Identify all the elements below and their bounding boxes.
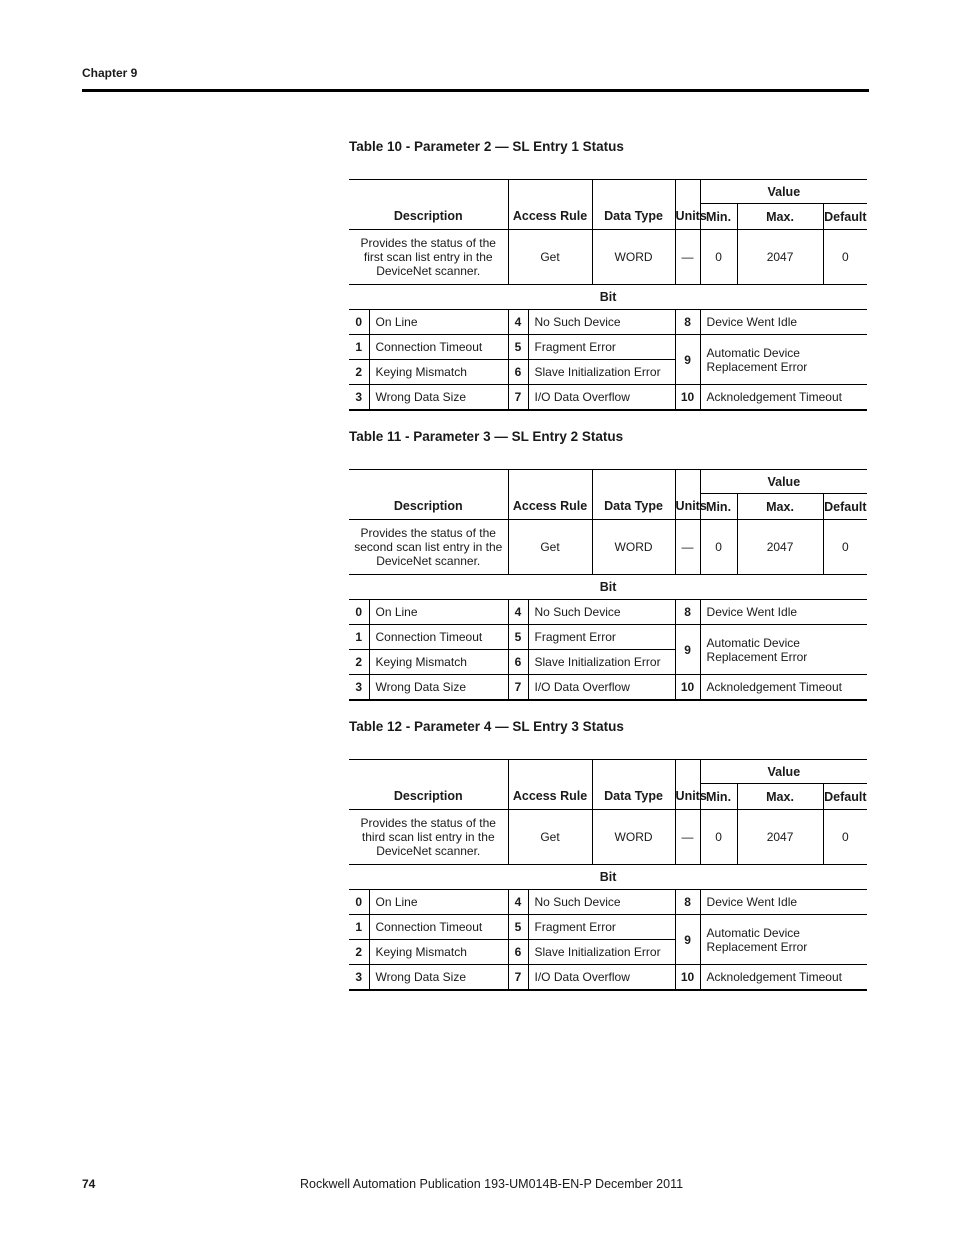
units-value: — [675, 520, 700, 575]
description-cell [349, 230, 508, 285]
bit-number: 10 [675, 675, 700, 700]
bit-header: Bit [349, 575, 867, 600]
bit-number: 2 [349, 940, 369, 965]
value-header: Value [700, 180, 867, 204]
bit-number: 5 [508, 335, 528, 360]
min-value: 0 [700, 810, 737, 865]
bit-name: Wrong Data Size [369, 675, 508, 700]
description-line: DeviceNet scanner. [376, 264, 481, 278]
bit-name: Keying Mismatch [369, 360, 508, 385]
bit-name: Fragment Error [528, 915, 675, 940]
description-line: Provides the status of the [360, 526, 496, 540]
bit-name: No Such Device [528, 890, 675, 915]
bit-name: Automatic Device Replacement Error [700, 335, 867, 385]
bit-row [349, 890, 867, 915]
bit-name: No Such Device [528, 310, 675, 335]
default-value: 0 [823, 230, 867, 285]
bit-number: 6 [508, 360, 528, 385]
parameter-table [349, 179, 867, 411]
bit-name: Connection Timeout [369, 335, 508, 360]
bit-header: Bit [349, 865, 867, 890]
bit-name: Automatic Device Replacement Error [700, 915, 867, 965]
description-line: DeviceNet scanner. [376, 554, 481, 568]
bit-number: 1 [349, 915, 369, 940]
bit-header: Bit [349, 285, 867, 310]
min-header: Min. [700, 494, 737, 520]
bit-number: 10 [675, 965, 700, 990]
min-header: Min. [700, 204, 737, 230]
max-value: 2047 [737, 810, 823, 865]
publication-info: Rockwell Automation Publication 193-UM014B-EN-P December 2011 [300, 1177, 684, 1191]
description-line: DeviceNet scanner. [376, 844, 481, 858]
bit-name: Connection Timeout [369, 625, 508, 650]
default-header: Default [823, 494, 867, 520]
table-title: Table 10 - Parameter 2 — SL Entry 1 Status [349, 139, 624, 154]
bit-name: Device Went Idle [700, 310, 867, 335]
bit-number: 9 [675, 915, 700, 965]
parameter-row [349, 810, 867, 865]
bit-number: 4 [508, 890, 528, 915]
data-type-value: WORD [592, 810, 675, 865]
max-header: Max. [737, 494, 823, 520]
bit-name: Keying Mismatch [369, 940, 508, 965]
bit-name: Acknoledgement Timeout [700, 385, 867, 410]
bit-number: 7 [508, 965, 528, 990]
access-rule-value: Get [508, 810, 592, 865]
bit-number: 9 [675, 335, 700, 385]
access-rule-value: Get [508, 230, 592, 285]
bit-number: 8 [675, 890, 700, 915]
bit-number: 1 [349, 625, 369, 650]
bit-number: 7 [508, 385, 528, 410]
bit-name: Automatic Device Replacement Error [700, 625, 867, 675]
bit-row [349, 310, 867, 335]
default-header: Default [823, 204, 867, 230]
max-value: 2047 [737, 230, 823, 285]
bit-number: 3 [349, 675, 369, 700]
description-header: Description [349, 180, 508, 230]
bit-number: 9 [675, 625, 700, 675]
bit-number: 1 [349, 335, 369, 360]
min-value: 0 [700, 230, 737, 285]
units-value: — [675, 230, 700, 285]
value-header: Value [700, 760, 867, 784]
page-number: 74 [82, 1177, 96, 1191]
bit-name: On Line [369, 600, 508, 625]
table-title: Table 12 - Parameter 4 — SL Entry 3 Status [349, 719, 624, 734]
description-cell [349, 520, 508, 575]
header-rule [82, 89, 869, 92]
bit-name: Wrong Data Size [369, 965, 508, 990]
bit-number: 2 [349, 650, 369, 675]
description-line: Provides the status of the [360, 236, 496, 250]
max-header: Max. [737, 784, 823, 810]
min-header: Min. [700, 784, 737, 810]
description-header: Description [349, 470, 508, 520]
access-rule-header: Access Rule [508, 180, 592, 230]
bit-number: 6 [508, 940, 528, 965]
default-value: 0 [823, 520, 867, 575]
bit-name: Slave Initialization Error [528, 650, 675, 675]
bit-number: 8 [675, 310, 700, 335]
data-type-value: WORD [592, 230, 675, 285]
bit-number: 3 [349, 965, 369, 990]
bit-name: Connection Timeout [369, 915, 508, 940]
min-value: 0 [700, 520, 737, 575]
bit-number: 3 [349, 385, 369, 410]
parameter-row [349, 230, 867, 285]
units-value: — [675, 810, 700, 865]
access-rule-header: Access Rule [508, 760, 592, 810]
description-header: Description [349, 760, 508, 810]
bit-name: Slave Initialization Error [528, 940, 675, 965]
bit-number: 0 [349, 600, 369, 625]
default-value: 0 [823, 810, 867, 865]
bit-number: 2 [349, 360, 369, 385]
bit-name: I/O Data Overflow [528, 385, 675, 410]
bit-name: Acknoledgement Timeout [700, 675, 867, 700]
bit-name: Wrong Data Size [369, 385, 508, 410]
bit-number: 8 [675, 600, 700, 625]
table-title: Table 11 - Parameter 3 — SL Entry 2 Status [349, 429, 624, 444]
max-header: Max. [737, 204, 823, 230]
parameter-table [349, 759, 867, 991]
bit-name: I/O Data Overflow [528, 965, 675, 990]
bit-row [349, 385, 867, 410]
description-line: third scan list entry in the [361, 830, 495, 844]
bit-number: 5 [508, 625, 528, 650]
max-value: 2047 [737, 520, 823, 575]
bit-row [349, 965, 867, 990]
bit-number: 5 [508, 915, 528, 940]
bit-name: Device Went Idle [700, 890, 867, 915]
bit-row [349, 625, 867, 650]
units-header: Units [675, 760, 700, 810]
access-rule-header: Access Rule [508, 470, 592, 520]
parameter-table [349, 469, 867, 701]
chapter-label: Chapter 9 [82, 66, 138, 80]
data-type-header: Data Type [592, 180, 675, 230]
bit-row [349, 675, 867, 700]
bit-name: No Such Device [528, 600, 675, 625]
bit-number: 7 [508, 675, 528, 700]
bit-name: I/O Data Overflow [528, 675, 675, 700]
bit-name: On Line [369, 890, 508, 915]
bit-name: Fragment Error [528, 625, 675, 650]
bit-row [349, 600, 867, 625]
bit-number: 0 [349, 890, 369, 915]
data-type-header: Data Type [592, 760, 675, 810]
bit-row [349, 335, 867, 360]
bit-name: Acknoledgement Timeout [700, 965, 867, 990]
bit-number: 6 [508, 650, 528, 675]
bit-name: Fragment Error [528, 335, 675, 360]
parameter-row [349, 520, 867, 575]
bit-row [349, 915, 867, 940]
description-cell [349, 810, 508, 865]
bit-number: 10 [675, 385, 700, 410]
access-rule-value: Get [508, 520, 592, 575]
bit-name: Slave Initialization Error [528, 360, 675, 385]
default-header: Default [823, 784, 867, 810]
bit-name: Device Went Idle [700, 600, 867, 625]
description-line: second scan list entry in the [354, 540, 503, 554]
bit-name: Keying Mismatch [369, 650, 508, 675]
bit-name: On Line [369, 310, 508, 335]
data-type-header: Data Type [592, 470, 675, 520]
bit-number: 4 [508, 600, 528, 625]
description-line: first scan list entry in the [363, 250, 493, 264]
units-header: Units [675, 470, 700, 520]
bit-number: 4 [508, 310, 528, 335]
data-type-value: WORD [592, 520, 675, 575]
units-header: Units [675, 180, 700, 230]
bit-number: 0 [349, 310, 369, 335]
description-line: Provides the status of the [360, 816, 496, 830]
value-header: Value [700, 470, 867, 494]
